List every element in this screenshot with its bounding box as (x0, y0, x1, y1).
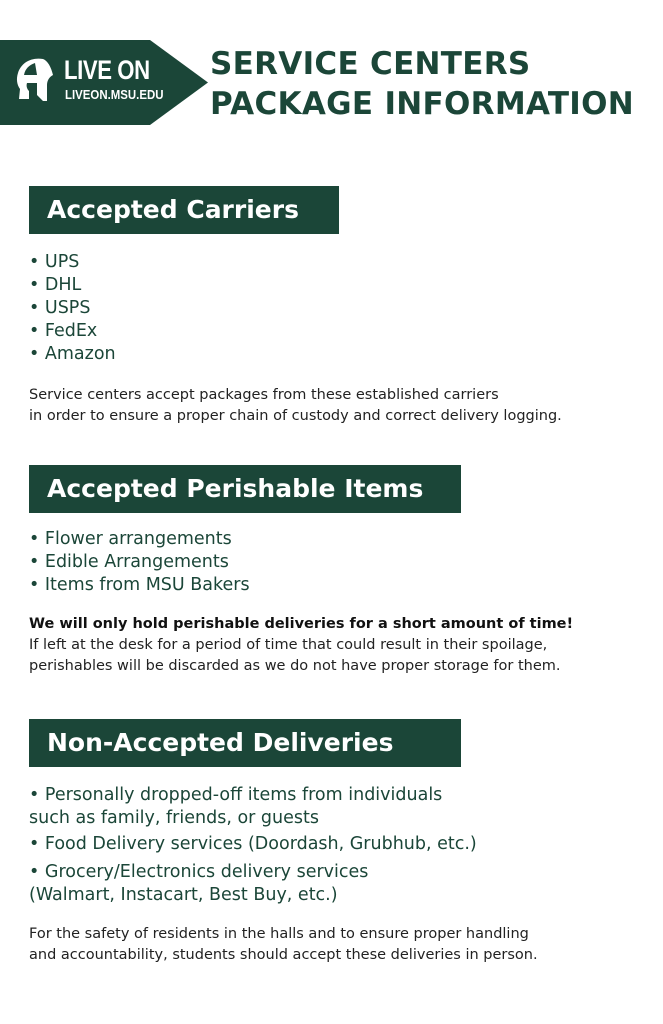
non-accepted-description (29, 924, 538, 966)
list-item: • USPS (29, 298, 91, 318)
carriers-list (29, 251, 116, 366)
list-item: • FedEx (29, 321, 98, 341)
list-item: (Walmart, Instacart, Best Buy, etc.) (29, 885, 338, 905)
perishables-warning: We will only hold perishable deliveries for a short amount of time! (29, 616, 574, 632)
list-item: • Grocery/Electronics delivery services (29, 862, 369, 882)
perishables-list (29, 528, 250, 597)
list-item: • Food Delivery services (Doordash, Grubhub, etc.) (29, 834, 477, 854)
section-heading-accepted-carriers: Accepted Carriers (29, 186, 339, 234)
list-item: • Amazon (29, 344, 116, 364)
section-heading-perishable-items: Accepted Perishable Items (29, 465, 461, 513)
paragraph-line: in order to ensure a proper chain of custody and correct delivery logging. (29, 408, 562, 424)
paragraph-line: perishables will be discarded as we do not have proper storage for them. (29, 658, 561, 674)
section-heading-non-accepted-deliveries: Non-Accepted Deliveries (29, 719, 461, 767)
list-item: • Flower arrangements (29, 529, 232, 549)
list-item: • Edible Arrangements (29, 552, 229, 572)
non-accepted-list (29, 784, 477, 907)
logo-text: LIVE ON (64, 55, 150, 85)
carriers-description (29, 385, 562, 427)
list-item: • Items from MSU Bakers (29, 575, 250, 595)
logo-url: LIVEON.MSU.EDU (65, 87, 164, 102)
page-title-line-2: PACKAGE INFORMATION (210, 86, 635, 122)
paragraph-line: and accountability, students should accept these deliveries in person. (29, 947, 538, 963)
paragraph-line: For the safety of residents in the halls and to ensure proper handling (29, 926, 529, 942)
perishables-description (29, 614, 573, 677)
list-item: • DHL (29, 275, 82, 295)
list-item: such as family, friends, or guests (29, 808, 319, 828)
spartan-helmet-icon (13, 55, 57, 107)
list-item: • Personally dropped-off items from individuals (29, 785, 443, 805)
paragraph-line: Service centers accept packages from these established carriers (29, 387, 499, 403)
page-title-line-1: SERVICE CENTERS (210, 46, 531, 82)
list-item: • UPS (29, 252, 80, 272)
paragraph-line: If left at the desk for a period of time that could result in their spoilage, (29, 637, 548, 653)
